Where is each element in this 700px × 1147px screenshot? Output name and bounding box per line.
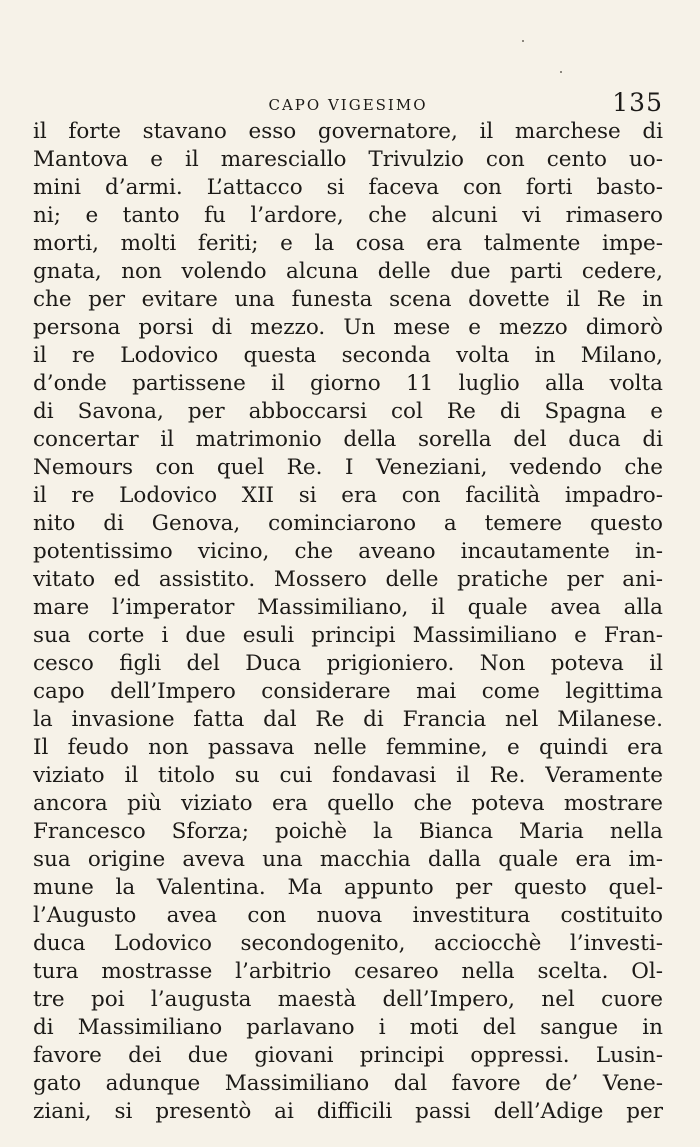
- running-head: CAPO VIGESIMO: [268, 96, 428, 114]
- paper-speck: [522, 40, 524, 42]
- text-line: Nemours con quel Re. I Veneziani, vedendo che: [33, 455, 663, 480]
- page-header: [33, 88, 663, 118]
- text-line: il re Lodovico XII si era con facilità impadro-: [33, 483, 663, 508]
- text-line: tre poi l’augusta maestà dell’Impero, nel cuore: [33, 987, 663, 1012]
- text-line: mini d’armi. L’attacco si faceva con forti basto-: [33, 175, 663, 200]
- body-text: [33, 118, 663, 1126]
- text-line: sua corte i due esuli principi Massimiliano e Fran-: [33, 623, 663, 648]
- text-line: la invasione fatta dal Re di Francia nel Milanese.: [33, 707, 663, 732]
- text-line: mune la Valentina. Ma appunto per questo quel-: [33, 875, 663, 900]
- text-line: d’onde partissene il giorno 11 luglio alla volta: [33, 371, 663, 396]
- text-line: viziato il titolo su cui fondavasi il Re. Veramente: [33, 763, 663, 788]
- text-line: Il feudo non passava nelle femmine, e quindi era: [33, 735, 663, 760]
- text-line: di Massimiliano parlavano i moti del sangue in: [33, 1015, 663, 1040]
- text-line: vitato ed assistito. Mossero delle pratiche per ani-: [33, 567, 663, 592]
- text-line: gnata, non volendo alcuna delle due parti cedere,: [33, 259, 663, 284]
- text-line: capo dell’Impero considerare mai come legittima: [33, 679, 663, 704]
- text-line: nito di Genova, cominciarono a temere questo: [33, 511, 663, 536]
- text-line: persona porsi di mezzo. Un mese e mezzo dimorò: [33, 315, 663, 340]
- text-line: mare l’imperator Massimiliano, il quale avea alla: [33, 595, 663, 620]
- text-line: l’Augusto avea con nuova investitura costituito: [33, 903, 663, 928]
- text-line: duca Lodovico secondogenito, acciocchè l’investi-: [33, 931, 663, 956]
- text-line: tura mostrasse l’arbitrio cesareo nella scelta. Ol-: [33, 959, 663, 984]
- text-line: Mantova e il maresciallo Trivulzio con cento uo-: [33, 147, 663, 172]
- text-line: che per evitare una funesta scena dovette il Re in: [33, 287, 663, 312]
- page-number: 135: [612, 88, 663, 117]
- text-line: il re Lodovico questa seconda volta in Milano,: [33, 343, 663, 368]
- text-line: ancora più viziato era quello che poteva mostrare: [33, 791, 663, 816]
- text-line: gato adunque Massimiliano dal favore de’ Vene-: [33, 1071, 663, 1096]
- text-line: Francesco Sforza; poichè la Bianca Maria nella: [33, 819, 663, 844]
- paper-speck: [560, 71, 562, 73]
- text-line: ni; e tanto fu l’ardore, che alcuni vi rimasero: [33, 203, 663, 228]
- text-line: concertar il matrimonio della sorella del duca di: [33, 427, 663, 452]
- text-line: favore dei due giovani principi oppressi. Lusin-: [33, 1043, 663, 1068]
- text-line: ziani, si presentò ai difficili passi dell’Adige per: [33, 1099, 663, 1124]
- text-line: morti, molti feriti; e la cosa era talmente impe-: [33, 231, 663, 256]
- text-line: cesco figli del Duca prigioniero. Non poteva il: [33, 651, 663, 676]
- text-line: il forte stavano esso governatore, il marchese di: [33, 119, 663, 144]
- text-line: sua origine aveva una macchia dalla quale era im-: [33, 847, 663, 872]
- text-line: di Savona, per abboccarsi col Re di Spagna e: [33, 399, 663, 424]
- text-line: potentissimo vicino, che aveano incautamente in-: [33, 539, 663, 564]
